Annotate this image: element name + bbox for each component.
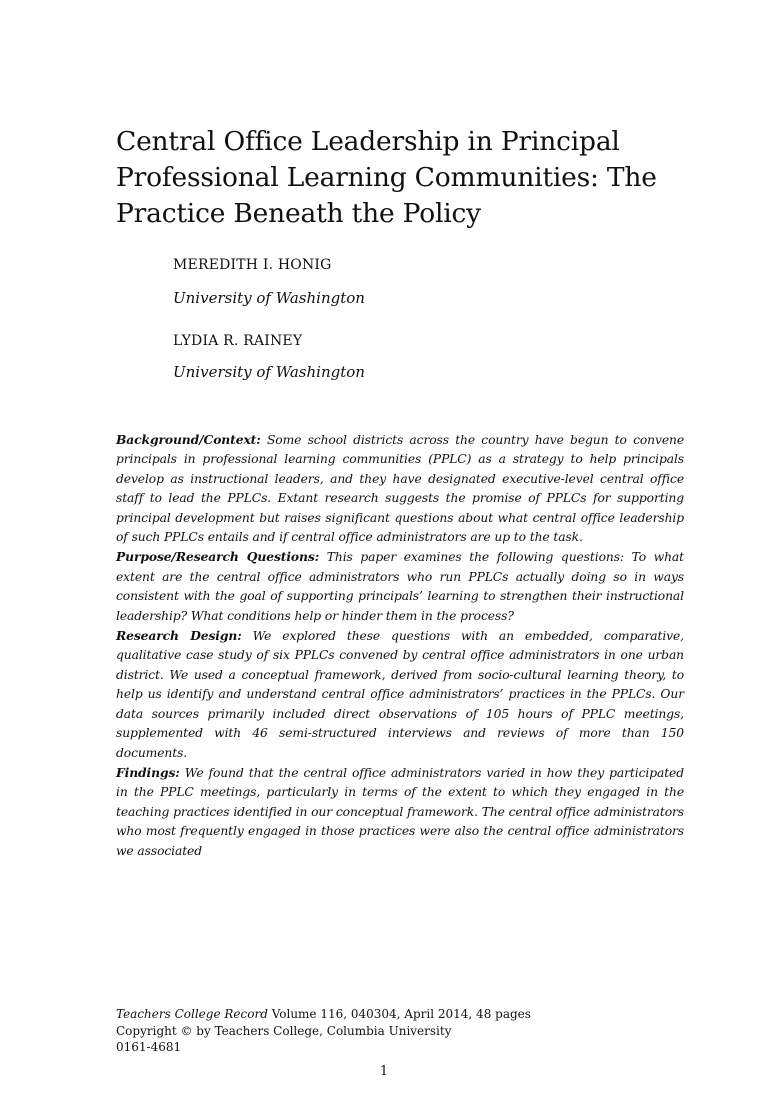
abstract-background bbox=[116, 430, 684, 547]
author-name-2: LYDIA R. RAINEY bbox=[173, 333, 303, 349]
abstract-text: We explored these questions with an embedded, comparative, qualitative case study of six PPLCs convened by central office administrators in one urban district. We used a conceptual framework, derived from socio-cultural learning theory, to help us identify and understand central office administrators’ practices in the PPLCs. Our data sources primarily included direct observations of 105 hours of PPLC meetings, supplemented with 46 semi-structured interviews and reviews of more than 150 documents. bbox=[116, 629, 684, 760]
abstract-text: We found that the central office administrators varied in how they participated in the PPLC meetings, particularly in terms of the extent to which they engaged in the teaching practices identified in our conceptual framework. The central office administrators who most frequently engaged in those practices were also the central office administrators we associated bbox=[116, 765, 684, 858]
issn: 0161-4681 bbox=[116, 1040, 182, 1054]
paper-title: Central Office Leadership in Principal Professional Learning Communities: The Practice Beneath the Policy bbox=[116, 126, 657, 229]
abstract-text: Some school districts across the country have begun to convene principals in professional learning communities (PPLC) as a strategy to help principals develop as instructional leaders, and they have designated executive-level central office staff to lead the PPLCs. Extant research suggests the promise of PPLCs for supporting principal development but raises significant questions about what central office leadership of such PPLCs entails and if central office administrators are up to the task. bbox=[116, 433, 684, 545]
author-name-1: MEREDITH I. HONIG bbox=[173, 257, 332, 273]
citation-footer bbox=[116, 1006, 684, 1056]
abstract-heading: Research Design: bbox=[116, 628, 242, 644]
abstract-purpose bbox=[116, 547, 684, 626]
journal-citation bbox=[116, 1006, 684, 1023]
abstract-heading: Background/Context: bbox=[116, 432, 261, 447]
volume-info: Volume 116, 040304, April 2014, 48 pages bbox=[267, 1007, 531, 1021]
author-affiliation-1: University of Washington bbox=[173, 289, 365, 307]
abstract-heading: Findings: bbox=[116, 764, 180, 780]
abstract-heading: Purpose/Research Questions: bbox=[116, 549, 320, 565]
abstract-findings bbox=[116, 763, 684, 861]
abstract bbox=[116, 430, 684, 861]
page-number: 1 bbox=[379, 1064, 389, 1079]
journal-name: Teachers College Record bbox=[116, 1007, 268, 1021]
author-affiliation-2: University of Washington bbox=[173, 363, 365, 381]
abstract-design bbox=[116, 626, 684, 763]
copyright-line: Copyright © by Teachers College, Columbia University bbox=[116, 1023, 452, 1038]
abstract-text: This paper examines the following questions: To what extent are the central office administrators who run PPLCs actually doing so in ways consistent with the goal of supporting principals’ learning to strengthen their instructional leadership? What conditions help or hinder them in the process? bbox=[116, 550, 684, 623]
